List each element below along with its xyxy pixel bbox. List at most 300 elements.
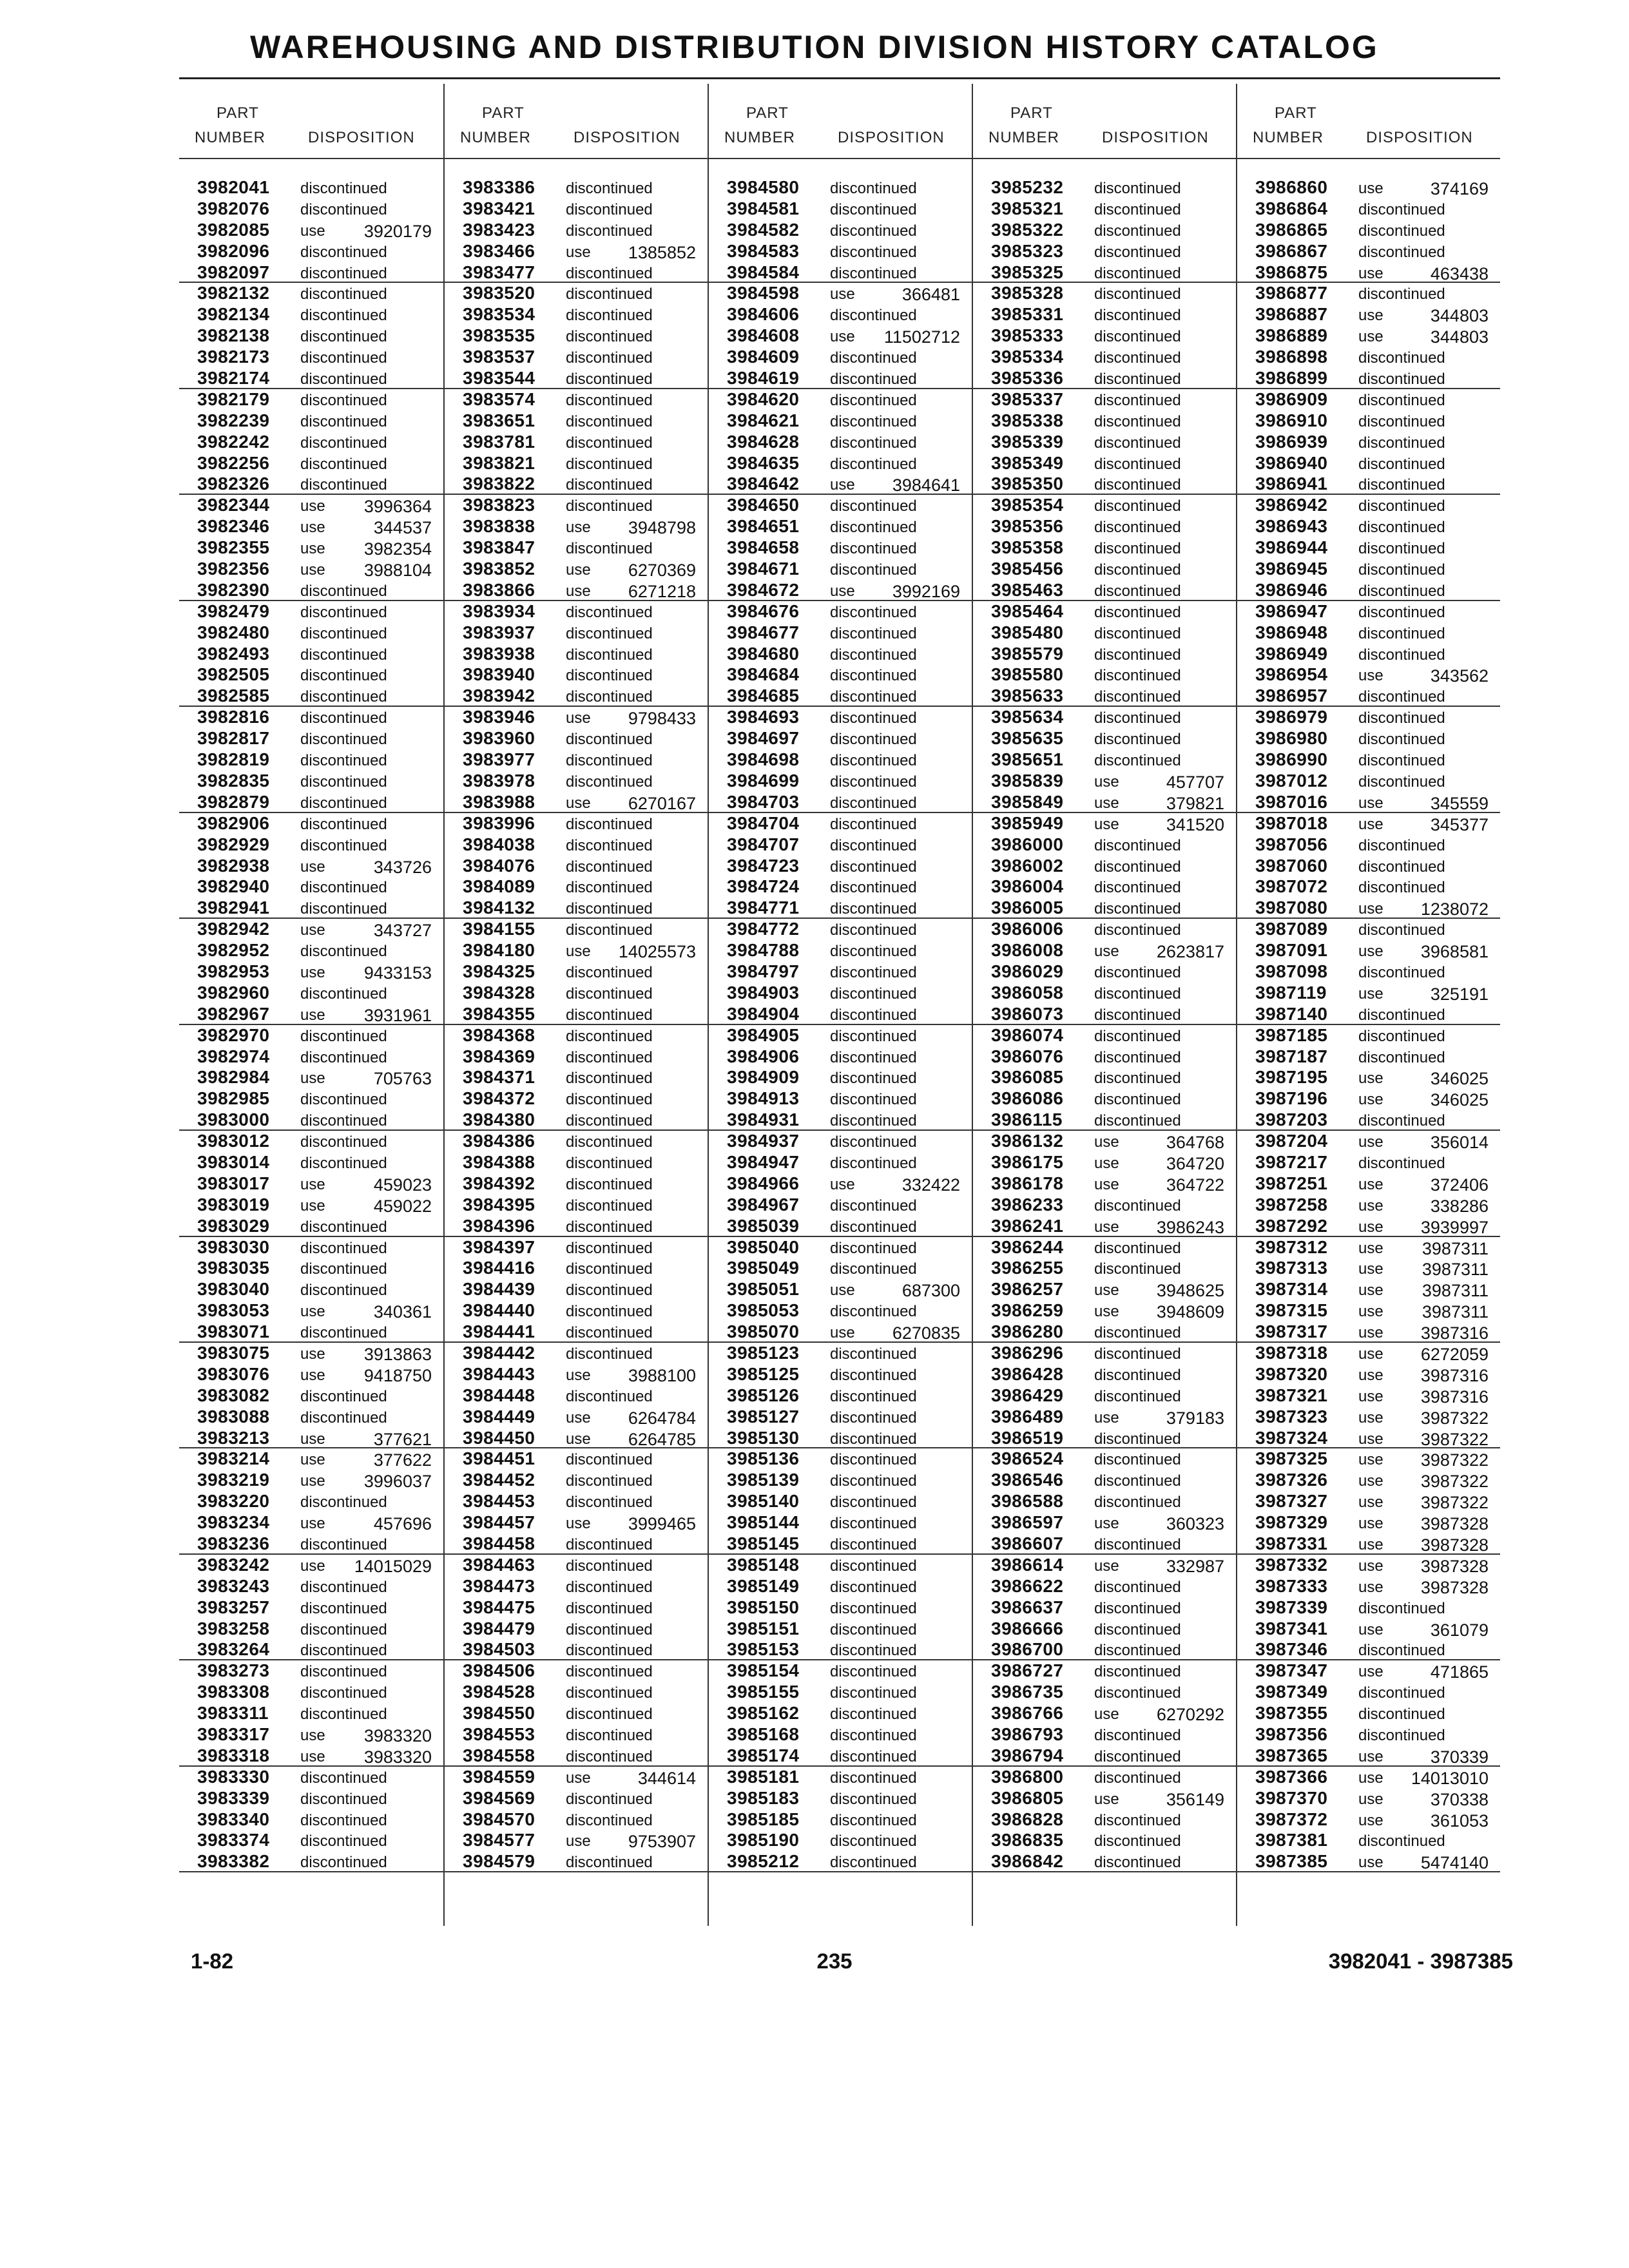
part-number: 3983236 [197,1533,270,1553]
part-number: 3986259 [991,1300,1064,1321]
table-row [1237,983,1500,1004]
part-number: 3983937 [463,622,535,642]
disposition: use 3988100 [566,1365,696,1385]
table-row [445,516,708,537]
part-number: 3982346 [197,516,270,537]
part-number: 3984903 [727,982,800,1003]
disposition: discontinued [1094,1620,1181,1639]
part-number: 3986877 [1255,283,1328,303]
table-row [445,347,708,368]
table-row [179,1788,443,1809]
table-row [973,1809,1236,1831]
disposition: discontinued [1358,836,1445,854]
disposition: discontinued [300,1218,387,1236]
disposition: use 6271218 [566,581,696,601]
disposition: discontinued [830,1620,917,1639]
table-row [445,940,708,961]
disposition: discontinued [300,1663,387,1681]
part-number: 3984582 [727,219,800,240]
part-number: 3983075 [197,1342,270,1363]
part-number: 3985174 [727,1745,800,1765]
disposition: discontinued [566,1218,653,1236]
disposition: discontinued [566,624,653,642]
part-number: 3983938 [463,643,535,664]
part-number: 3985338 [991,410,1064,430]
table-row [973,707,1236,728]
part-number: 3984369 [463,1046,535,1066]
table-row [179,1088,443,1110]
table-row [973,1004,1236,1025]
part-number: 3985051 [727,1279,800,1300]
disposition: discontinued [566,328,653,346]
part-number: 3987080 [1255,898,1328,918]
part-number: 3985356 [991,516,1064,537]
table-row [973,198,1236,220]
part-number: 3987320 [1255,1363,1328,1384]
part-number: 3982940 [197,876,270,897]
disposition: discontinued [1094,455,1181,473]
disposition: discontinued [300,1811,387,1829]
part-number: 3984479 [463,1618,535,1639]
disposition: use 370339 [1358,1747,1489,1767]
part-number: 3984368 [463,1024,535,1045]
table-row [1237,1407,1500,1428]
table-row [973,919,1236,940]
disposition: use 687300 [830,1281,960,1301]
table-row [973,940,1236,961]
part-number: 3984680 [727,643,800,664]
table-row [179,241,443,262]
disposition: discontinued [1358,963,1445,981]
table-row [179,1004,443,1025]
disposition: discontinued [830,222,917,240]
disposition: discontinued [830,1048,917,1066]
table-row [1237,1364,1500,1385]
part-number: 3984570 [463,1809,535,1829]
table-row [1237,1703,1500,1724]
part-number: 3984392 [463,1173,535,1193]
part-number: 3986058 [991,982,1064,1003]
part-number: 3987332 [1255,1554,1328,1575]
table-row [1237,1639,1500,1660]
disposition: discontinued [1094,1091,1181,1109]
part-number: 3986132 [991,1131,1064,1151]
table-row [973,1682,1236,1703]
table-row [973,495,1236,516]
part-number: 3984569 [463,1787,535,1808]
part-number: 3984704 [727,812,800,833]
disposition: discontinued [300,1260,387,1278]
disposition: use 325191 [1358,984,1489,1004]
disposition: discontinued [566,1048,653,1066]
table-row [973,664,1236,686]
disposition: use 6270835 [830,1323,960,1343]
part-number: 3985633 [991,686,1064,706]
part-number: 3982817 [197,728,270,749]
disposition: discontinued [830,1345,917,1363]
part-number: 3985333 [991,325,1064,346]
table-row [1237,1300,1500,1321]
table-row [709,1237,972,1258]
part-number: 3986800 [991,1766,1064,1787]
disposition: discontinued [830,836,917,854]
disposition: discontinued [1358,200,1445,218]
table-row [179,1619,443,1640]
disposition: discontinued [300,1112,387,1130]
disposition: discontinued [1094,1070,1181,1088]
table-row [445,983,708,1004]
table-row [179,410,443,432]
part-number: 3986255 [991,1258,1064,1278]
part-number: 3987385 [1255,1851,1328,1872]
disposition: discontinued [830,1133,917,1151]
table-row [709,1131,972,1152]
part-number: 3985456 [991,559,1064,579]
part-number: 3987312 [1255,1236,1328,1257]
disposition: use 340361 [300,1302,432,1322]
part-number: 3985155 [727,1682,800,1702]
table-row [179,453,443,474]
part-number: 3983382 [197,1851,270,1872]
disposition: use 3987311 [1358,1260,1489,1280]
disposition: discontinued [830,243,917,261]
table-row [709,432,972,453]
part-number: 3984598 [727,283,800,303]
table-row [973,1407,1236,1428]
part-number: 3986428 [991,1363,1064,1384]
part-number: 3986637 [991,1597,1064,1617]
table-row [445,220,708,241]
disposition: discontinued [830,200,917,218]
part-number: 3984451 [463,1448,535,1469]
table-row [179,474,443,495]
table-row [445,1767,708,1788]
part-number: 3983866 [463,579,535,600]
disposition: discontinued [300,773,387,791]
part-number: 3986793 [991,1724,1064,1745]
table-row [709,876,972,898]
table-row [445,1533,708,1555]
disposition: discontinued [300,1091,387,1109]
table-row [445,707,708,728]
table-row [1237,1767,1500,1788]
part-number: 3983537 [463,347,535,367]
table-row [1237,1597,1500,1619]
part-number: 3982953 [197,961,270,981]
part-number: 3983544 [463,368,535,389]
table-row [973,1724,1236,1745]
part-number: 3987331 [1255,1533,1328,1553]
table-row [709,644,972,665]
part-number: 3984089 [463,876,535,897]
header-part: PART [217,104,259,122]
part-number: 3985070 [727,1321,800,1342]
part-number: 3983019 [197,1194,270,1215]
table-row [445,919,708,940]
table-row [179,771,443,792]
disposition: discontinued [566,1260,653,1278]
disposition: discontinued [830,985,917,1003]
part-number: 3984931 [727,1110,800,1130]
table-row [445,1385,708,1407]
header-rule [973,158,1236,159]
table-row [1237,1576,1500,1597]
header-part: PART [746,104,789,122]
part-number: 3984553 [463,1724,535,1745]
disposition: discontinued [566,773,653,791]
disposition: discontinued [830,1854,917,1872]
table-row [709,1703,972,1724]
table-row [179,834,443,856]
table-row [973,1110,1236,1131]
disposition: discontinued [1358,1727,1445,1745]
disposition: discontinued [830,963,917,981]
disposition: discontinued [830,1494,917,1512]
part-number: 3982134 [197,304,270,325]
table-row [445,559,708,580]
disposition: use 5474140 [1358,1853,1489,1873]
part-number: 3983340 [197,1809,270,1829]
part-number: 3985153 [727,1639,800,1660]
part-number: 3986990 [1255,749,1328,770]
disposition: use 3982354 [300,539,432,559]
part-number: 3984371 [463,1067,535,1088]
disposition: discontinued [830,603,917,621]
disposition: discontinued [830,1218,917,1236]
table-row [973,325,1236,347]
part-number: 3987318 [1255,1342,1328,1363]
disposition: discontinued [566,264,653,282]
disposition: use 344803 [1358,327,1489,347]
disposition: use 356149 [1094,1789,1224,1809]
part-number: 3982967 [197,1003,270,1024]
table-row [709,1491,972,1512]
part-number: 3982879 [197,791,270,812]
table-row [1237,1745,1500,1767]
part-number: 3986941 [1255,474,1328,494]
disposition: discontinued [300,1387,387,1405]
part-number: 3985358 [991,537,1064,558]
table-row [709,1619,972,1640]
disposition: use 6264785 [566,1429,696,1449]
table-row [709,198,972,220]
table-row [445,1724,708,1745]
part-number: 3984550 [463,1703,535,1724]
part-number: 3985140 [727,1491,800,1512]
part-number: 3982097 [197,262,270,282]
part-number: 3985337 [991,389,1064,409]
part-number: 3983988 [463,791,535,812]
table-row [973,1576,1236,1597]
table-row [445,368,708,389]
table-row [709,1364,972,1385]
part-number: 3984386 [463,1131,535,1151]
table-row [179,961,443,983]
disposition: discontinued [300,879,387,897]
table-row [709,1110,972,1131]
part-number: 3982816 [197,707,270,727]
disposition: discontinued [300,455,387,473]
disposition: discontinued [566,412,653,430]
part-number: 3983423 [463,219,535,240]
table-row [179,1407,443,1428]
disposition: use 3987328 [1358,1556,1489,1576]
disposition: discontinued [830,921,917,939]
disposition: use 3987322 [1358,1493,1489,1513]
disposition: discontinued [566,200,653,218]
part-number: 3982942 [197,919,270,939]
column-header [973,84,1236,153]
table-row [709,1216,972,1237]
disposition: use 9798433 [566,709,696,729]
part-number: 3982960 [197,982,270,1003]
disposition: discontinued [1094,561,1181,579]
disposition: discontinued [300,624,387,642]
table-row [709,389,972,410]
part-number: 3982938 [197,855,270,876]
disposition: use 457707 [1094,772,1224,792]
disposition: discontinued [300,943,387,961]
part-number: 3982906 [197,812,270,833]
disposition: use 338286 [1358,1196,1489,1216]
part-number: 3986805 [991,1787,1064,1808]
table-row [1237,516,1500,537]
part-number: 3986233 [991,1194,1064,1215]
disposition: discontinued [1094,1747,1181,1765]
disposition: use 361053 [1358,1811,1489,1831]
table-row [1237,1555,1500,1576]
table-row [1237,453,1500,474]
part-number: 3984672 [727,579,800,600]
part-number: 3986296 [991,1342,1064,1363]
column-header [179,84,443,153]
table-row [1237,876,1500,898]
part-number: 3983421 [463,198,535,218]
disposition: discontinued [566,752,653,770]
table-row [1237,495,1500,516]
part-number: 3983308 [197,1682,270,1702]
table-row [709,453,972,474]
header-disposition: DISPOSITION [838,129,945,146]
table-row [973,1767,1236,1788]
disposition: discontinued [566,731,653,749]
part-number: 3983978 [463,770,535,791]
table-row [709,1385,972,1407]
table-row [709,813,972,834]
disposition: discontinued [1358,1642,1445,1660]
header-rule [179,158,443,159]
disposition: discontinued [1358,540,1445,558]
disposition: discontinued [830,540,917,558]
disposition: discontinued [1358,455,1445,473]
table-row [445,834,708,856]
part-number: 3982479 [197,601,270,621]
disposition: discontinued [830,307,917,325]
table-row [179,644,443,665]
table-row [1237,1830,1500,1851]
part-number: 3987119 [1255,982,1327,1003]
table-row [709,961,972,983]
header-number: NUMBER [1253,129,1324,146]
table-row [709,1448,972,1470]
part-number: 3983330 [197,1766,270,1787]
part-number: 3986241 [991,1215,1064,1236]
part-number: 3984449 [463,1406,535,1427]
part-number: 3982356 [197,559,270,579]
part-number: 3985635 [991,728,1064,749]
part-number: 3984395 [463,1194,535,1215]
table-row [709,856,972,877]
catalog-column [443,84,708,1926]
part-number: 3986727 [991,1660,1064,1681]
disposition: use 6270167 [566,793,696,813]
table-row [1237,1385,1500,1407]
disposition: discontinued [1094,646,1181,664]
part-number: 3986489 [991,1406,1064,1427]
part-number: 3985127 [727,1406,800,1427]
table-row [179,325,443,347]
catalog-column [179,84,443,1926]
table-row [973,1237,1236,1258]
disposition: discontinued [1094,1387,1181,1405]
disposition: discontinued [830,1790,917,1808]
table-row [179,1851,443,1872]
part-number: 3984771 [727,898,800,918]
part-number: 3983220 [197,1491,270,1512]
disposition: use 374169 [1358,179,1489,198]
table-row [709,262,972,284]
disposition: discontinued [830,773,917,791]
disposition: discontinued [830,1642,917,1660]
table-row [1237,1067,1500,1088]
disposition: use 459023 [300,1175,432,1195]
part-number: 3983214 [197,1448,270,1469]
part-number: 3987098 [1255,961,1328,981]
part-number: 3986588 [991,1491,1064,1512]
disposition: discontinued [1094,180,1181,197]
table-row [973,1258,1236,1279]
disposition: use 1238072 [1358,899,1489,919]
part-number: 3984155 [463,919,535,939]
disposition: discontinued [1358,582,1445,600]
table-row [709,1046,972,1068]
part-number: 3983311 [197,1703,269,1724]
disposition: discontinued [566,1557,653,1575]
table-row [973,410,1236,432]
disposition: use 3987328 [1358,1514,1489,1534]
table-row [445,1703,708,1724]
disposition: discontinued [300,307,387,325]
part-number: 3986979 [1255,707,1328,727]
part-number: 3984651 [727,516,800,537]
table-row [179,1660,443,1682]
part-number: 3984579 [463,1851,535,1872]
table-row [445,601,708,622]
part-number: 3987203 [1255,1110,1328,1130]
table-row [973,220,1236,241]
table-row [179,1110,443,1131]
part-number: 3985325 [991,262,1064,282]
table-row [179,1173,443,1195]
table-row [445,1809,708,1831]
part-number: 3983386 [463,177,535,197]
disposition: discontinued [566,1451,653,1469]
table-row [445,1512,708,1533]
table-row [1237,1660,1500,1682]
table-row [709,1724,972,1745]
table-row [445,1619,708,1640]
header-part: PART [1275,104,1317,122]
